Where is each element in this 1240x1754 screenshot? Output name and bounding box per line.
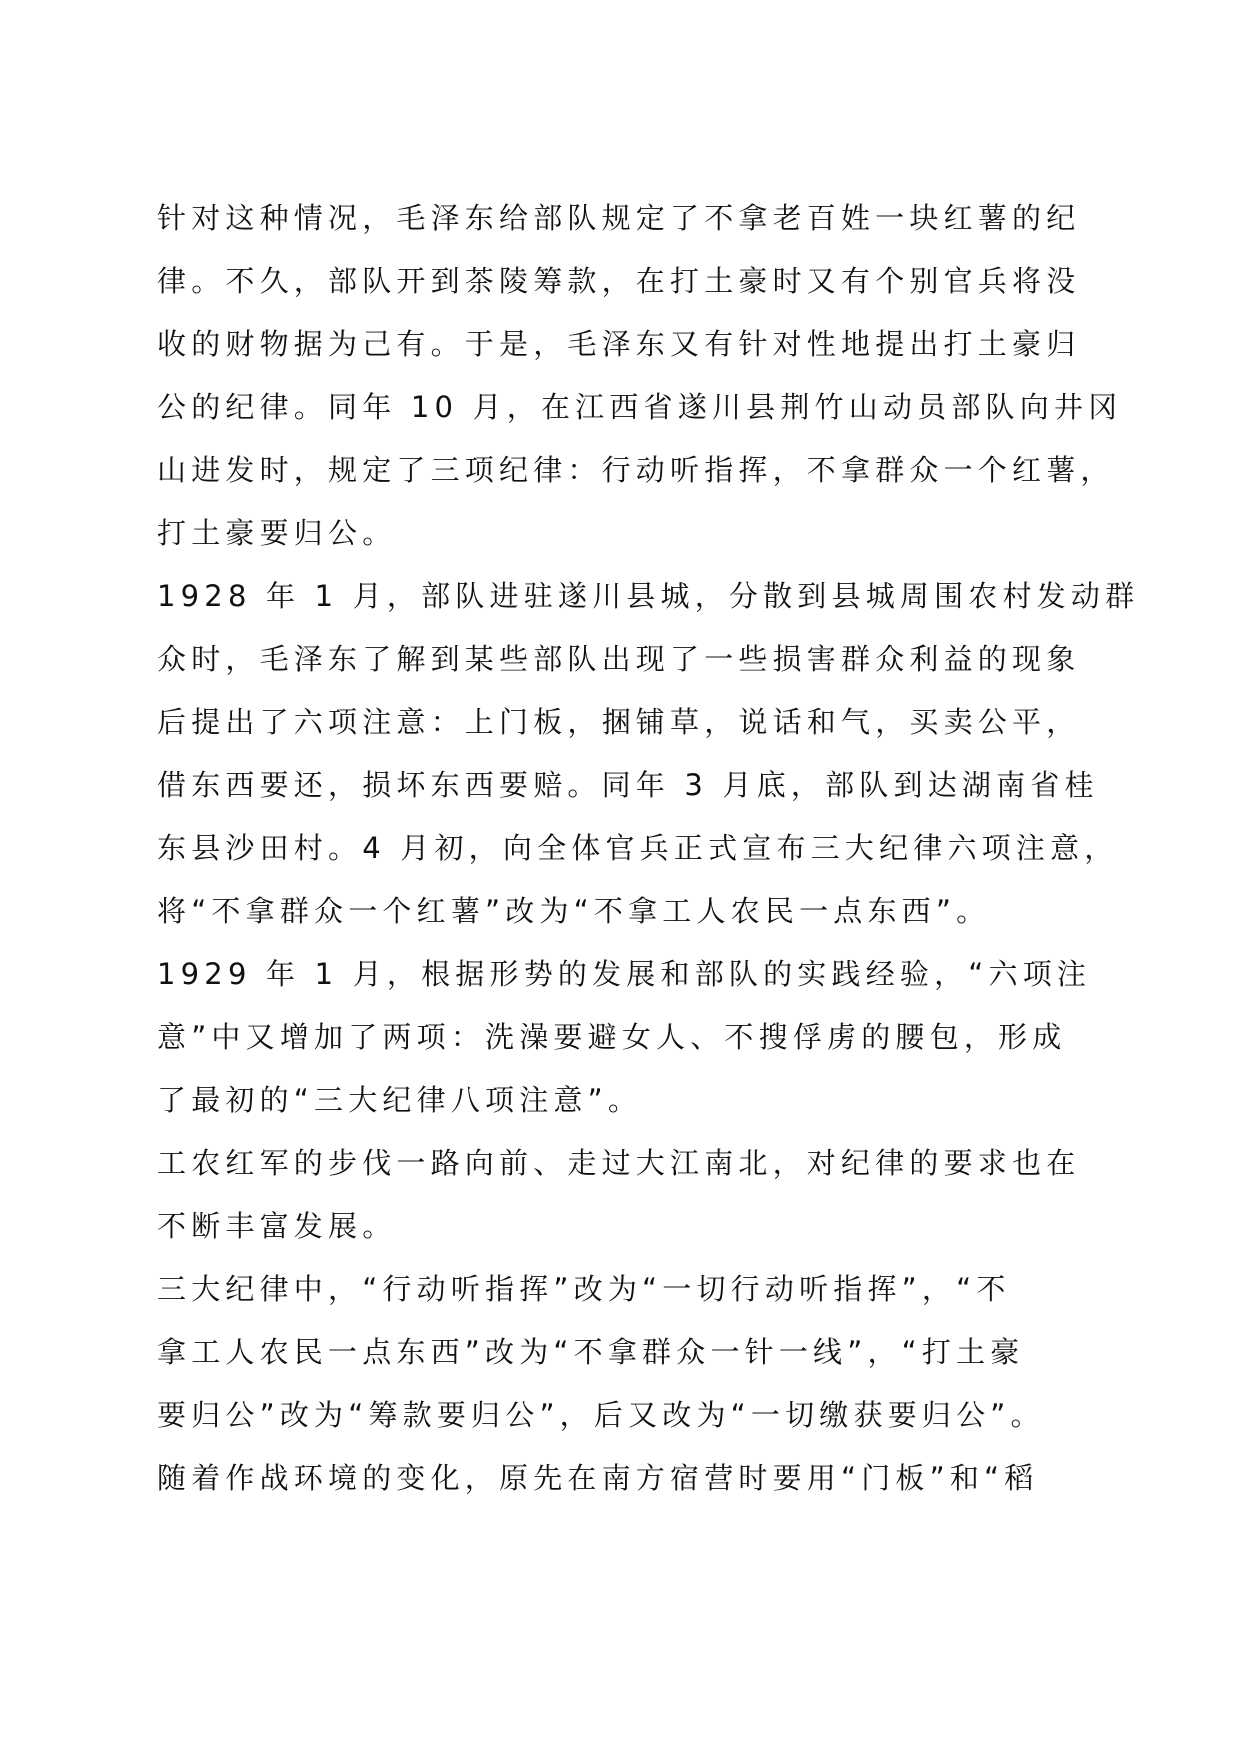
text-line: 律。不久，部队开到茶陵筹款，在打土豪时又有个别官兵将没 xyxy=(157,264,1081,298)
text-line: 针对这种情况，毛泽东给部队规定了不拿老百姓一块红薯的纪 xyxy=(157,201,1081,235)
text-line: 公的纪律。同年 10 月，在江西省遂川县荆竹山动员部队向井冈 xyxy=(157,390,1123,424)
text-line: 随着作战环境的变化，原先在南方宿营时要用“门板”和“稻 xyxy=(157,1461,1039,1495)
document-body xyxy=(157,187,1140,1510)
text-line: 将“不拿群众一个红薯”改为“不拿工人农民一点东西”。 xyxy=(157,894,991,928)
text-line: 1929 年 1 月，根据形势的发展和部队的实践经验，“六项注 xyxy=(157,957,1092,991)
text-line: 意”中又增加了两项：洗澡要避女人、不搜俘虏的腰包，形成 xyxy=(157,1020,1067,1054)
text-line: 众时，毛泽东了解到某些部队出现了一些损害群众利益的现象 xyxy=(157,642,1081,676)
text-line: 要归公”改为“筹款要归公”，后又改为“一切缴获要归公”。 xyxy=(157,1398,1045,1432)
text-line: 收的财物据为己有。于是，毛泽东又有针对性地提出打土豪归 xyxy=(157,327,1081,361)
text-line: 三大纪律中，“行动听指挥”改为“一切行动听指挥”，“不 xyxy=(157,1272,1011,1306)
text-line: 后提出了六项注意：上门板，捆铺草，说话和气，买卖公平， xyxy=(157,705,1081,739)
text-line: 山进发时，规定了三项纪律：行动听指挥，不拿群众一个红薯， xyxy=(157,453,1115,487)
text-line: 东县沙田村。4 月初，向全体官兵正式宣布三大纪律六项注意， xyxy=(157,831,1119,865)
text-line: 拿工人农民一点东西”改为“不拿群众一针一线”，“打土豪 xyxy=(157,1335,1025,1369)
text-line: 借东西要还，损坏东西要赔。同年 3 月底，部队到达湖南省桂 xyxy=(157,768,1099,802)
text-line: 了最初的“三大纪律八项注意”。 xyxy=(157,1083,643,1117)
text-line: 1928 年 1 月，部队进驻遂川县城，分散到县城周围农村发动群 xyxy=(157,579,1140,613)
text-line: 不断丰富发展。 xyxy=(157,1209,397,1243)
text-line: 工农红军的步伐一路向前、走过大江南北，对纪律的要求也在 xyxy=(157,1146,1081,1180)
text-line: 打土豪要归公。 xyxy=(157,516,397,550)
